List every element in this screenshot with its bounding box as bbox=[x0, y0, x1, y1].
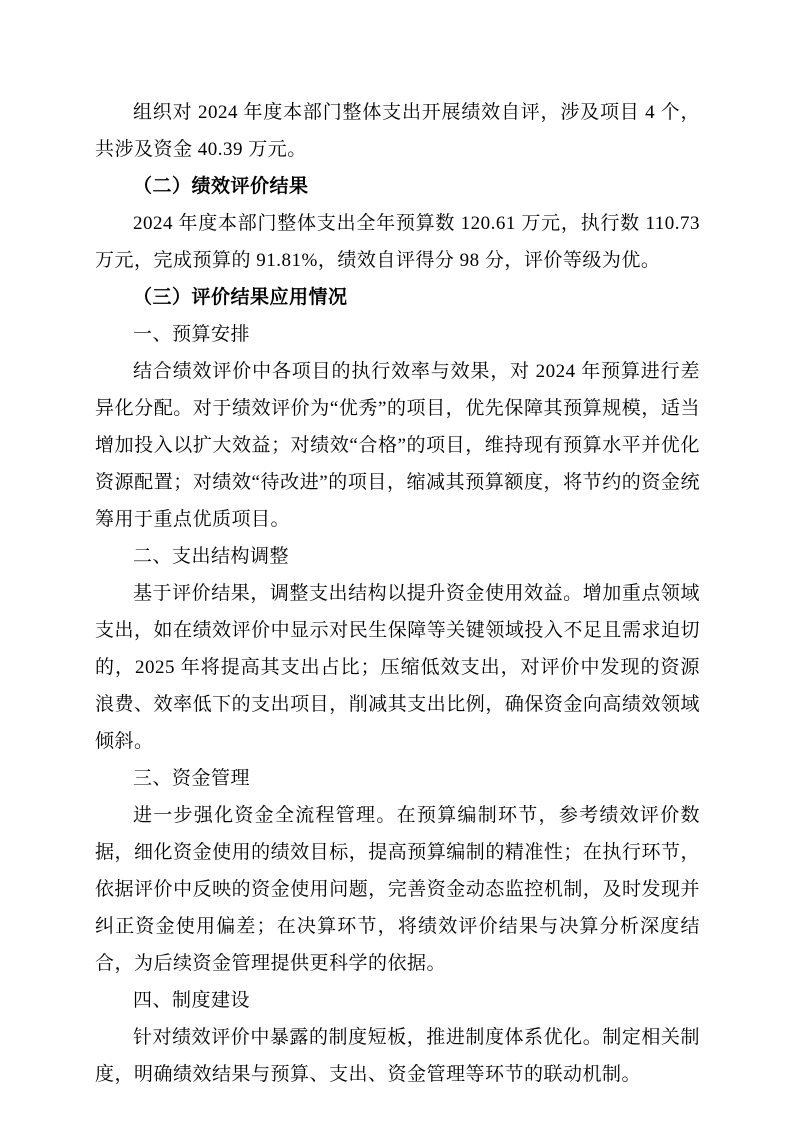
body-paragraph-fund-management: 进一步强化资金全流程管理。在预算编制环节，参考绩效评价数据，细化资金使用的绩效目标，提高预算编制的精准性；在执行环节，依据评价中反映的资金使用问题，完善资金动态监控机制，及时发现并纠正资金使用偏差；在决算环节，将绩效评价结果与决算分析深度结合，为后续资金管理提供更科学的依据。 bbox=[95, 805, 700, 974]
section-heading-evaluation-results: （二）绩效评价结果 bbox=[133, 176, 309, 197]
subsection-heading-fund-management: 三、资金管理 bbox=[133, 768, 251, 789]
body-paragraph-self-evaluation: 组织对 2024 年度本部门整体支出开展绩效自评，涉及项目 4 个，共涉及资金 40.39 万元。 bbox=[95, 102, 700, 160]
subsection-heading-system-building: 四、制度建设 bbox=[133, 990, 251, 1011]
section-heading-result-application: （三）评价结果应用情况 bbox=[133, 287, 348, 308]
subsection-heading-expenditure-structure: 二、支出结构调整 bbox=[133, 546, 290, 567]
body-paragraph-budget-arrangement: 结合绩效评价中各项目的执行效率与效果，对 2024 年预算进行差异化分配。对于绩效评价为“优秀”的项目，优先保障其预算规模，适当增加投入以扩大效益；对绩效“合格”的项目，维持现有预算水平并优化资源配置；对绩效“待改进”的项目，缩减其预算额度，将节约的资金统筹用于重点优质项目。 bbox=[95, 361, 700, 530]
body-paragraph-budget-figures: 2024 年度本部门整体支出全年预算数 120.61 万元，执行数 110.73 万元，完成预算的 91.81%，绩效自评得分 98 分，评价等级为优。 bbox=[95, 213, 700, 271]
body-paragraph-system-building: 针对绩效评价中暴露的制度短板，推进制度体系优化。制定相关制度，明确绩效结果与预算、支出、资金管理等环节的联动机制。 bbox=[95, 1027, 700, 1085]
body-paragraph-expenditure-structure: 基于评价结果，调整支出结构以提升资金使用效益。增加重点领域支出，如在绩效评价中显示对民生保障等关键领域投入不足且需求迫切的，2025 年将提高其支出占比；压缩低效支出，对评价中发现的资源浪费、效率低下的支出项目，削减其支出比例，确保资金向高绩效领域倾斜。 bbox=[95, 583, 700, 752]
subsection-heading-budget-arrangement: 一、预算安排 bbox=[133, 324, 251, 345]
